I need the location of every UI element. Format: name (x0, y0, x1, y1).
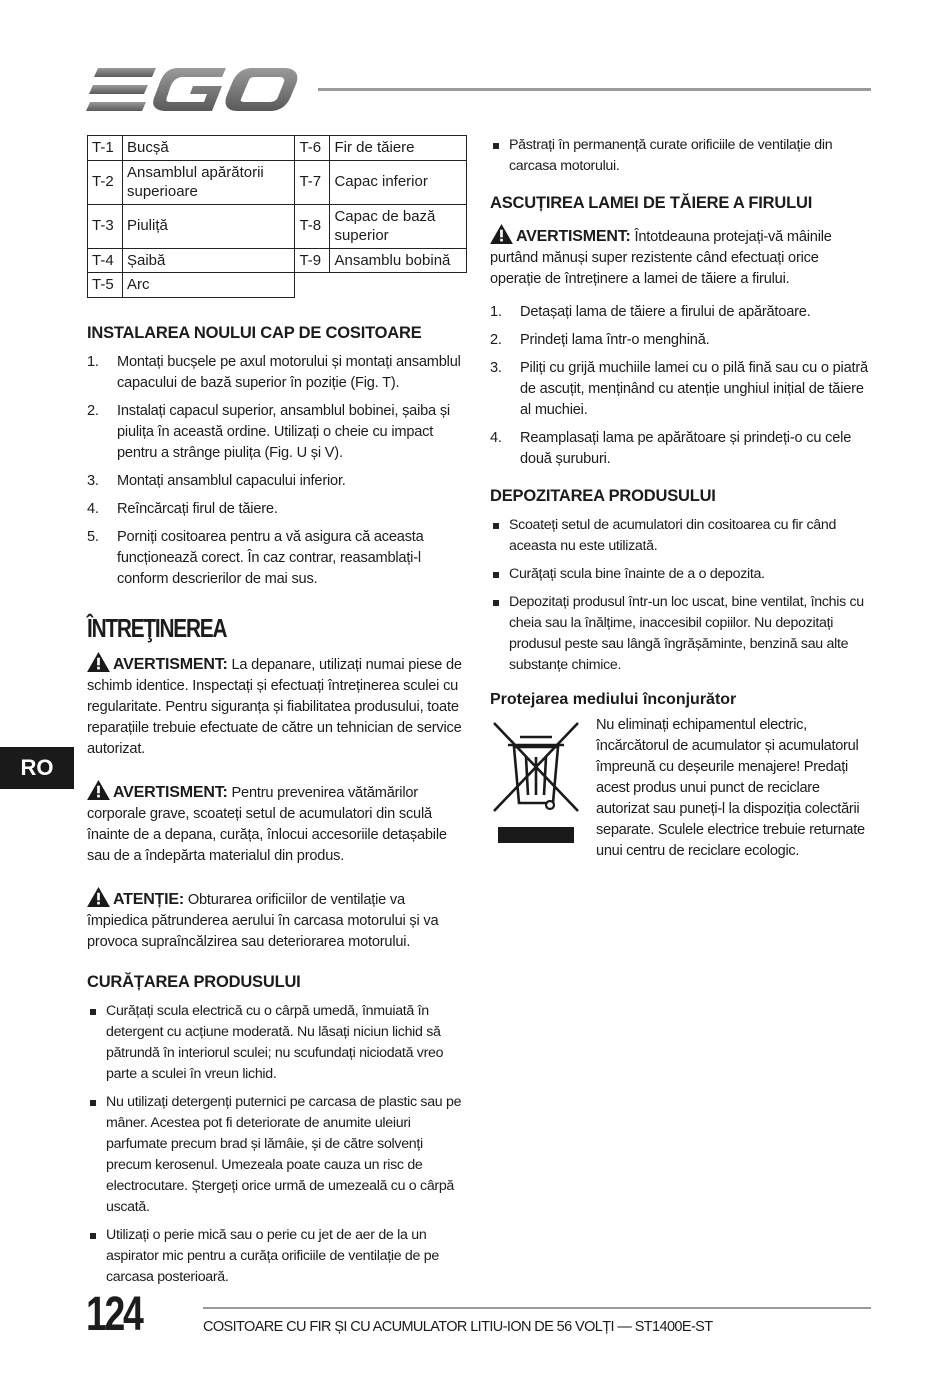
part-code: T-9 (295, 248, 330, 273)
caution-text: Obturarea orificiilor de ventilație va împiedica pătrunderea aerului în carcasa motorului și va provoca supraîncălzirea sau deteriorarea motorului. (87, 891, 439, 950)
warning-block (490, 224, 872, 290)
part-name: Fir de tăiere (330, 136, 467, 161)
warning-block (87, 780, 467, 867)
right-column (490, 135, 872, 862)
bullet-icon (493, 600, 499, 606)
section-title-install: INSTALAREA NOULUI CAP DE COSITOARE (87, 323, 422, 342)
warning-label: AVERTISMENT: (113, 783, 228, 801)
table-row (88, 273, 467, 298)
bullet-icon (90, 1100, 96, 1106)
warning-label: AVERTISMENT: (113, 655, 228, 673)
ego-logo (86, 66, 298, 114)
part-code: T-5 (88, 273, 123, 298)
bullet-icon (493, 572, 499, 578)
part-code: T-1 (88, 136, 123, 161)
warning-icon (87, 652, 110, 672)
page-number: 124 (86, 1288, 142, 1341)
part-name: Piuliță (123, 204, 295, 248)
section-title-maintenance: ÎNTREŢINEREA (87, 612, 227, 643)
header-rule (318, 88, 871, 91)
section-title-cleaning: CURĂȚAREA PRODUSULUI (87, 972, 301, 991)
warning-icon (490, 224, 513, 244)
table-row (88, 248, 467, 273)
part-code: T-8 (295, 204, 330, 248)
part-code: T-6 (295, 136, 330, 161)
empty-cell (295, 273, 467, 298)
part-code: T-7 (295, 160, 330, 204)
part-name: Capac de bază superior (330, 204, 467, 248)
bullet-icon (493, 523, 499, 529)
list-item: 4. Reîncărcați firul de tăiere. (87, 500, 278, 517)
warning-block (87, 652, 467, 760)
install-steps (87, 352, 467, 590)
warning-text: La depanare, utilizați numai piese de schimb identice. Inspectați și efectuați întreținerea sculei cu regularitate. Pentru siguranța și fiabilitatea produsului, toate reparațiile trebuie efectuate de către un tehnician de service autorizat. (87, 656, 462, 757)
footer-title: COSITOARE CU FIR ȘI CU ACUMULATOR LITIU-ION DE 56 VOLȚI — ST1400E-ST (203, 1319, 713, 1335)
list-item: Depozitați produsul într-un loc uscat, bine ventilat, închis cu cheia sau la înălțime, inaccesibil copiilor. Nu depozitați produsul peste sau lângă îngrășăminte, benzină sau alte substanțe chimice. (490, 592, 872, 676)
warning-text: Pentru prevenirea vătămărilor corporale grave, scoateți setul de acumulatori din sculă înainte de a depana, curăța, înlocui accesoriile detașabile sau de a îndepărta materialul din produs. (87, 784, 447, 864)
environment-block (490, 715, 872, 862)
list-item: 2. Prindeți lama într-o menghină. (490, 332, 710, 348)
section-title-storage: DEPOZITAREA PRODUSULUI (490, 487, 716, 505)
part-name: Ansamblul apărătorii superioare (123, 160, 295, 204)
table-row (88, 160, 467, 204)
part-name: Capac inferior (330, 160, 467, 204)
environment-text: Nu eliminați echipamentul electric, încărcătorul de acumulator și acumulatorul împreună cu deșeurile menajere! Predați acest produs unui punct de reciclare autorizat sau puneți-l la dispoziția colectării separate. Sculele electrice trebuie returnate unui centru de reciclare ecologic. (596, 717, 865, 859)
parts-table (87, 135, 467, 298)
part-name: Bucșă (123, 136, 295, 161)
section-title-environment: Protejarea mediului înconjurător (490, 691, 737, 708)
list-item: Păstrați în permanență curate orificiile de ventilație din carcasa motorului. (490, 135, 872, 177)
warning-icon (87, 887, 110, 907)
part-name: Ansamblu bobină (330, 248, 467, 273)
bullet-icon (493, 143, 499, 149)
crossed-bin-icon (490, 715, 582, 850)
list-item: Nu utilizați detergenți puternici pe carcasa de plastic sau pe mâner. Acestea pot fi deteriorate de anumite uleiuri parfumate precum brad și lămâie, și de către solvenți precum kerosenul. Umezeala poate cauza un risc de electrocutare. Ștergeți orice urmă de umezeală cu o cârpă uscată. (87, 1092, 467, 1218)
warning-icon (87, 780, 110, 800)
list-item: 4. Reamplasați lama pe apărătoare și prindeți-o cu cele două șuruburi. (490, 430, 852, 467)
cleaning-list (87, 1001, 467, 1288)
sharpening-steps (490, 302, 872, 470)
list-item: Curățați scula bine înainte de a o depozita. (490, 564, 872, 585)
list-item: Curățați scula electrică cu o cârpă umedă, înmuiată în detergent cu acțiune moderată. Nu lăsați niciun lichid să pătrundă în interiorul sculei; nu scufundați niciodată vreo parte a sculei în vreun lichid. (87, 1001, 467, 1085)
language-tab: RO (0, 747, 74, 789)
list-item: 3. Montați ansamblul capacului inferior. (87, 472, 346, 489)
warning-text: Întotdeauna protejați-vă mâinile purtând mănuși super rezistente când efectuați orice operație de întreținere a lamei de tăiere a firului. (490, 229, 832, 287)
list-item: Scoateți setul de acumulatori din cositoarea cu fir când aceasta nu este utilizată. (490, 515, 872, 557)
part-code: T-4 (88, 248, 123, 273)
table-row (88, 136, 467, 161)
list-item: 3. Piliți cu grijă muchiile lamei cu o pilă fină sau cu o piatră de ascuțit, menținând cu atenție unghiul inițial de tăiere al muchiei. (490, 360, 868, 418)
part-name: Arc (123, 273, 295, 298)
list-item: Utilizați o perie mică sau o perie cu jet de aer de la un aspirator mic pentru a curăța orificiile de ventilație de pe carcasa posterioară. (87, 1225, 467, 1288)
table-row (88, 204, 467, 248)
bullet-icon (90, 1009, 96, 1015)
bullet-icon (90, 1233, 96, 1239)
footer-rule (203, 1307, 871, 1309)
caution-block (87, 887, 467, 953)
storage-list (490, 515, 872, 676)
part-code: T-2 (88, 160, 123, 204)
list-item: 1. Montați bucșele pe axul motorului și montați ansamblul capacului de bază superior în poziție (Fig. T). (87, 353, 461, 391)
part-name: Șaibă (123, 248, 295, 273)
list-item: 5. Porniți cositoarea pentru a vă asigura că aceasta funcționează corect. În caz contrar, reasamblați-l conform descrierilor de mai sus. (87, 528, 424, 587)
list-item: 2. Instalați capacul superior, ansamblul bobinei, șaiba și piulița în această ordine. Utilizați o cheie cu impact pentru a strânge piulița (Fig. U și V). (87, 402, 450, 461)
list-item: 1. Detașați lama de tăiere a firului de apărătoare. (490, 304, 811, 320)
cleaning-list-continued (490, 135, 872, 177)
warning-label: AVERTISMENT: (516, 228, 631, 245)
part-code: T-3 (88, 204, 123, 248)
caution-label: ATENȚIE: (113, 890, 184, 908)
left-column (87, 135, 467, 1295)
section-title-sharpening: ASCUȚIREA LAMEI DE TĂIERE A FIRULUI (490, 194, 813, 212)
